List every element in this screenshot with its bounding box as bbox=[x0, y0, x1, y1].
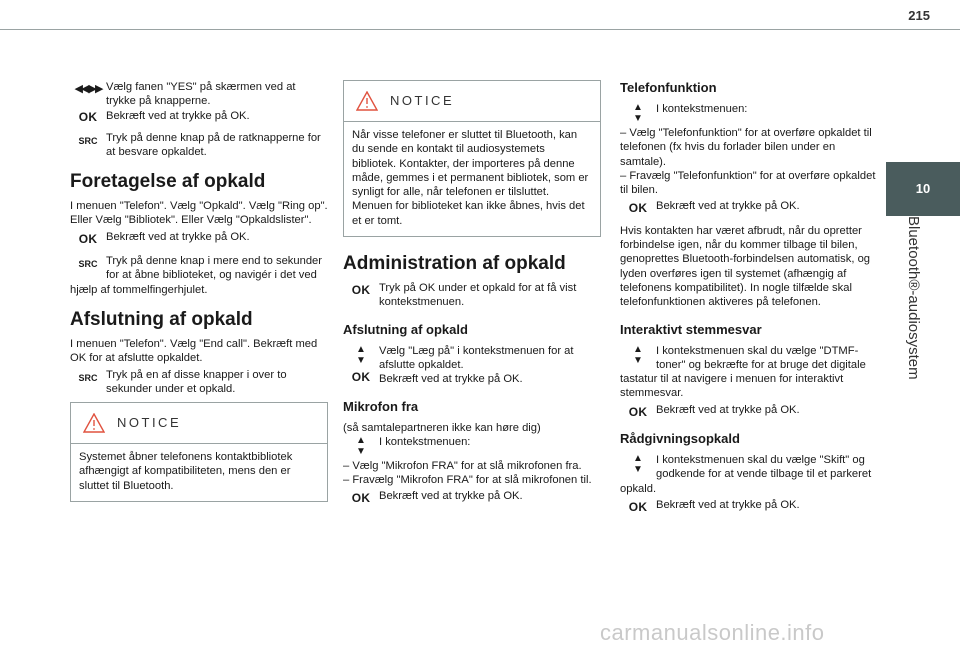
heading-admin: Administration af opkald bbox=[343, 253, 566, 275]
ok-icon: OK bbox=[351, 491, 371, 506]
tel-text: Hvis kontakten har været afbrudt, når du opretter forbindelse igen, når du kommer tilbage til bilen, genoprettes Bluetooth-forbindelsen automatisk, og lyden overføres igen til systemet (afhængig af telefonens kompatibilitet). In nogle tilfælde skal telefonfunktionen aktiveres på telefonen. bbox=[620, 224, 871, 309]
column-2 bbox=[343, 80, 601, 512]
step-answer-text: Tryk på denne knap på de ratknapperne for at besvare opkaldet. bbox=[106, 131, 321, 158]
heading-foretagelse: Foretagelse af opkald bbox=[70, 171, 266, 193]
step-mik-confirm bbox=[343, 489, 601, 505]
left-right-arrows-icon: ◀◀ ▶▶ bbox=[74, 83, 102, 95]
ok-icon: OK bbox=[78, 110, 98, 125]
raad-text: I kontekstmenuen skal du vælge "Skift" og godkende for at vende tilbage til et parkeret opkald. bbox=[620, 454, 872, 495]
step-hangup bbox=[343, 344, 601, 387]
ok-icon: OK bbox=[628, 499, 648, 514]
notice-text: Når visse telefoner er sluttet til Bluetooth, kan du sende en kontakt til audiosystemets bibliotek. Kontakter, der importeres på denne måde, gemmes i et permanent bibliotek, som er synligt for alle, når telefonen er tilsluttet. Menuen for biblioteket kan ikke åbnes, hvis det et er tomt. bbox=[352, 129, 589, 227]
confirm-text: Bekræft ved at trykke på OK. bbox=[379, 490, 523, 503]
up-arrow-icon: ▲ bbox=[633, 453, 643, 465]
header-rule bbox=[0, 29, 960, 30]
foretagelse-text: I menuen "Telefon". Vælg "Opkald". Vælg "Ring op". Eller Vælg "Bibliotek". Eller Vælg "Opkaldslister". bbox=[70, 200, 328, 227]
down-arrow-icon: ▼ bbox=[356, 445, 366, 457]
mikrofon-intro: (så samtalepartneren ikke kan høre dig) bbox=[343, 421, 541, 434]
heading-mikrofon: Mikrofon fra bbox=[343, 398, 419, 414]
column-1 bbox=[70, 80, 328, 502]
step-confirm bbox=[70, 230, 328, 246]
notice-box bbox=[70, 402, 328, 502]
confirm-text: Bekræft ved at trykke på OK. bbox=[656, 498, 800, 511]
stemme-text: I kontekstmenuen skal du vælge "DTMF-toner" og bekræfte for at bruge det digitale tastatur til at navigere i menuen for interaktivt stemmesvar. bbox=[620, 344, 866, 400]
warning-triangle-icon bbox=[83, 413, 105, 433]
step-stemme-confirm bbox=[620, 403, 880, 419]
step-raad bbox=[620, 453, 880, 496]
ok-icon: OK bbox=[351, 369, 371, 384]
column-3 bbox=[620, 80, 880, 520]
notice-title: NOTICE bbox=[390, 92, 455, 108]
hangup-text: Vælg "Læg på" i kontekstmenuen for at afslutte opkaldet. bbox=[379, 344, 574, 371]
src-button-icon: SRC bbox=[78, 259, 98, 270]
ok-icon: OK bbox=[78, 231, 98, 246]
up-arrow-icon: ▲ bbox=[633, 343, 643, 355]
down-arrow-icon: ▼ bbox=[633, 354, 643, 366]
step-raad-confirm bbox=[620, 498, 880, 514]
step-stemme bbox=[620, 344, 880, 401]
warning-triangle-icon bbox=[356, 91, 378, 111]
notice-box bbox=[343, 80, 601, 237]
step-tel-menu bbox=[620, 102, 880, 124]
chapter-tab: 10 bbox=[886, 162, 960, 216]
step-src-hold bbox=[70, 254, 328, 297]
step-confirm-text: Bekræft ved at trykke på OK. bbox=[106, 109, 250, 122]
up-arrow-icon: ▲ bbox=[356, 434, 366, 446]
heading-raadgivning: Rådgivningsopkald bbox=[620, 431, 740, 447]
step-yes-text: Vælg fanen "YES" på skærmen ved at trykke på knapperne. bbox=[106, 81, 296, 108]
confirm-text: Bekræft ved at trykke på OK. bbox=[656, 200, 800, 213]
ok-icon: OK bbox=[351, 283, 371, 298]
heading-telefon: Telefonfunktion bbox=[620, 80, 717, 95]
src-end-text: Tryk på en af disse knapper i over to sekunder under et opkald. bbox=[106, 368, 287, 395]
src-button-icon: SRC bbox=[78, 135, 98, 146]
step-answer bbox=[70, 131, 328, 160]
up-down-arrows-icon bbox=[620, 453, 656, 475]
ok-icon: OK bbox=[628, 201, 648, 216]
confirm-text: Bekræft ved at trykke på OK. bbox=[106, 230, 250, 243]
confirm-text: Bekræft ved at trykke på OK. bbox=[656, 403, 800, 416]
mik-dash-1: – Vælg "Mikrofon FRA" for at slå mikrofonen fra. bbox=[343, 459, 582, 472]
tel-menu-text: I kontekstmenuen: bbox=[656, 103, 748, 115]
side-title-text: Bluetooth®-audiosystem bbox=[905, 216, 922, 380]
mik-dash-2: – Fravælg "Mikrofon FRA" for at slå mikrofonen til. bbox=[343, 474, 592, 487]
page-number: 215 bbox=[908, 8, 930, 23]
step-admin-ok bbox=[343, 281, 601, 310]
up-arrow-icon: ▲ bbox=[633, 102, 643, 113]
watermark: carmanualsonline.info bbox=[600, 620, 825, 645]
heading-stemme: Interaktivt stemmesvar bbox=[620, 321, 762, 337]
up-down-arrows-icon bbox=[620, 344, 656, 366]
down-arrow-icon: ▼ bbox=[633, 464, 643, 476]
admin-ok-text: Tryk på OK under et opkald for at få vist kontekstmenuen. bbox=[379, 282, 577, 309]
ok-icon: OK bbox=[628, 404, 648, 419]
step-src-end bbox=[70, 368, 328, 397]
step-tel-confirm bbox=[620, 199, 880, 215]
heading-afslutning: Afslutning af opkald bbox=[343, 321, 468, 337]
tel-dash-1: – Vælg "Telefonfunktion" for at overføre opkaldet til telefonen (fx hvis du forlader bilen under en samtale). bbox=[620, 127, 872, 168]
notice-text: Systemet åbner telefonens kontaktbibliotek afhængigt af kompatibiliteten, mens den er sluttet til Bluetooth. bbox=[79, 451, 293, 492]
down-arrow-icon: ▼ bbox=[633, 113, 643, 124]
notice-title: NOTICE bbox=[117, 415, 182, 430]
step-mik-menu bbox=[343, 435, 601, 457]
src-button-icon: SRC bbox=[78, 372, 98, 383]
mik-menu-text: I kontekstmenuen: bbox=[379, 435, 471, 448]
tel-dash-2: – Fravælg "Telefonfunktion" for at overføre opkaldet til bilen. bbox=[620, 169, 876, 197]
side-title bbox=[898, 216, 920, 396]
confirm-text: Bekræft ved at trykke på OK. bbox=[379, 373, 523, 386]
src-hold-text: Tryk på denne knap i mere end to sekunder for at åbne biblioteket, og navigér i det ved hjælp af tommelfingerhjulet. bbox=[70, 255, 323, 296]
step-yes bbox=[70, 80, 328, 125]
afslutning-text: I menuen "Telefon". Vælg "End call". Bekræft med OK for at afslutte opkaldet. bbox=[70, 337, 318, 365]
up-arrow-icon: ▲ bbox=[356, 343, 366, 355]
down-arrow-icon: ▼ bbox=[356, 354, 366, 366]
heading-afslutning: Afslutning af opkald bbox=[70, 308, 253, 330]
